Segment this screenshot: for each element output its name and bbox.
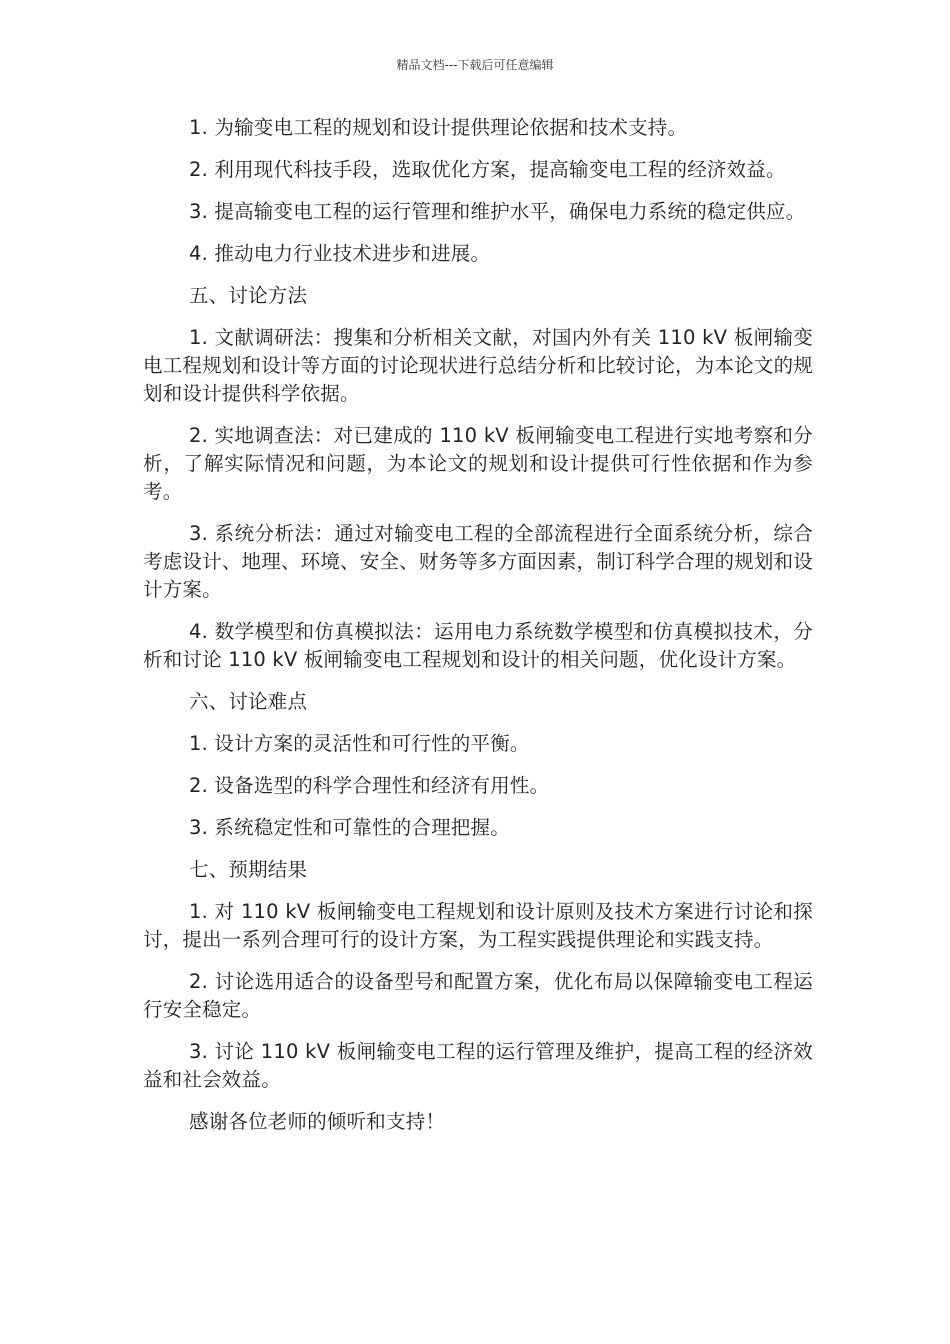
difficulty-item-3: 3. 系统稳定性和可靠性的合理把握。 [189, 816, 510, 839]
result-item-1: 1. 对 110 kV 板闸输变电工程规划和设计原则及技术方案进行讨论和探讨，提出一系列合理可行的设计方案，为工程实践提供理论和实践支持。 [143, 900, 813, 951]
result-item-3: 3. 讨论 110 kV 板闸输变电工程的运行管理及维护，提高工程的经济效益和社会效益。 [143, 1040, 813, 1091]
closing-thanks: 感谢各位老师的倾听和支持！ [189, 1110, 446, 1133]
goal-item-1: 1. 为输变电工程的规划和设计提供理论依据和技术支持。 [189, 116, 688, 139]
document-body [143, 114, 813, 1150]
method-item-1: 1. 文献调研法：搜集和分析相关文献，对国内外有关 110 kV 板闸输变电工程规划和设计等方面的讨论现状进行总结分析和比较讨论，为本论文的规划和设计提供科学依据。 [143, 326, 813, 405]
method-item-2: 2. 实地调查法：对已建成的 110 kV 板闸输变电工程进行实地考察和分析，了解实际情况和问题，为本论文的规划和设计提供可行性依据和作为参考。 [143, 424, 813, 503]
result-item-2: 2. 讨论选用适合的设备型号和配置方案，优化布局以保障输变电工程运行安全稳定。 [143, 970, 813, 1021]
page-header: 精品文档---下载后可任意编辑 [396, 58, 554, 72]
section-heading-methods: 五、讨论方法 [189, 284, 308, 307]
method-item-3: 3. 系统分析法：通过对输变电工程的全部流程进行全面系统分析，综合考虑设计、地理、环境、安全、财务等多方面因素，制订科学合理的规划和设计方案。 [143, 522, 813, 601]
goal-item-4: 4. 推动电力行业技术进步和进展。 [189, 242, 491, 265]
goal-item-3: 3. 提高输变电工程的运行管理和维护水平，确保电力系统的稳定供应。 [189, 200, 806, 223]
section-heading-difficulties: 六、讨论难点 [189, 690, 308, 713]
goal-item-2: 2. 利用现代科技手段，选取优化方案，提高输变电工程的经济效益。 [189, 158, 786, 181]
difficulty-item-1: 1. 设计方案的灵活性和可行性的平衡。 [189, 732, 530, 755]
difficulty-item-2: 2. 设备选型的科学合理性和经济有用性。 [189, 774, 550, 797]
method-item-4: 4. 数学模型和仿真模拟法：运用电力系统数学模型和仿真模拟技术，分析和讨论 110 kV 板闸输变电工程规划和设计的相关问题，优化设计方案。 [143, 620, 813, 671]
section-heading-results: 七、预期结果 [189, 858, 308, 881]
